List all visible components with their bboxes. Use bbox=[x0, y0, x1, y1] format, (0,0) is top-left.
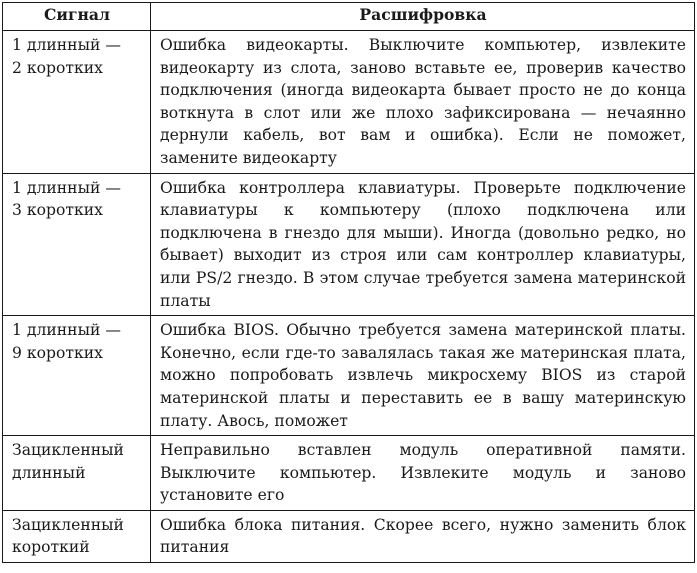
table-row bbox=[3, 31, 695, 174]
signal-line: 1 длинный — bbox=[12, 321, 121, 340]
signal-line: 1 длинный — bbox=[12, 178, 121, 197]
signal-cell bbox=[3, 173, 151, 316]
signal-line: короткий bbox=[12, 538, 90, 557]
table-row bbox=[3, 436, 695, 511]
decoding-cell: Ошибка видеокарты. Выключите компьютер, извлеките видеокарту из слота, заново вставьте ее, проверив качество подключения (иногда видеокарта бывает просто не до конца воткнута в слот или же плохо зафиксирована — нечаянно дернули кабель, вот вам и ошибка). Если не поможет, замените видеокарту bbox=[151, 31, 695, 174]
signal-cell bbox=[3, 316, 151, 436]
signal-line: 1 длинный — bbox=[12, 36, 121, 54]
decoding-cell: Ошибка BIOS. Обычно требуется замена материнской платы. Конечно, если где-то завалялась такая же материнская плата, можно попробовать извлечь микросхему BIOS из старой материнской платы и переставить ее в вашу материнскую плату. Авось, поможет bbox=[151, 316, 695, 436]
signal-cell bbox=[3, 436, 151, 511]
header-decoding: Расшифровка bbox=[151, 3, 695, 31]
table-row bbox=[3, 173, 695, 316]
decoding-cell: Неправильно вставлен модуль оперативной памяти. Выключите компьютер. Извлеките модуль и заново установите его bbox=[151, 436, 695, 511]
signal-line: Зацикленный bbox=[12, 515, 124, 534]
signal-cell bbox=[3, 31, 151, 174]
signal-line: Зацикленный bbox=[12, 441, 124, 460]
decoding-cell: Ошибка контроллера клавиатуры. Проверьте подключение клавиатуры к компьютеру (плохо подключена или подключена в гнездо для мыши). Иногда (довольно редко, но бывает) выходит из строя или сам контроллер клавиатуры, или PS/2 гнездо. В этом случае требуется замена материнской платы bbox=[151, 173, 695, 316]
signal-line: 3 коротких bbox=[12, 201, 103, 220]
beep-codes-table bbox=[2, 2, 695, 563]
decoding-cell: Ошибка блока питания. Скорее всего, нужно заменить блок питания bbox=[151, 510, 695, 562]
signal-line: 2 коротких bbox=[12, 58, 103, 77]
beep-codes-table-container bbox=[2, 2, 694, 563]
signal-line: длинный bbox=[12, 463, 86, 482]
table-header-row bbox=[3, 3, 695, 31]
table-row bbox=[3, 316, 695, 436]
header-signal: Сигнал bbox=[3, 3, 151, 31]
signal-line: 9 коротких bbox=[12, 343, 103, 362]
signal-cell bbox=[3, 510, 151, 562]
table-row bbox=[3, 510, 695, 562]
